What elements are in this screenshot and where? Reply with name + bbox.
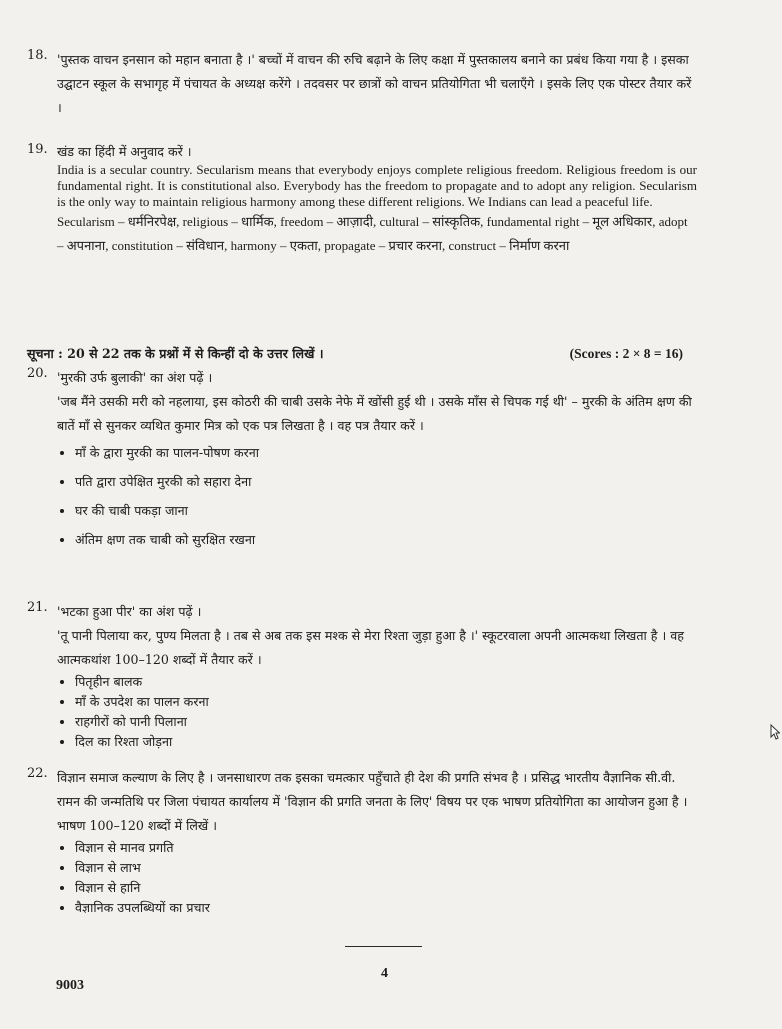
list-item: • दिल का रिश्ता जोड़ना xyxy=(75,732,697,752)
question-20 xyxy=(27,366,697,554)
question-intro: 'भटका हुआ पीर' का अंश पढ़ें । xyxy=(57,604,202,619)
list-item: • घर की चाबी पकड़ा जाना xyxy=(75,496,697,525)
question-18 xyxy=(27,48,697,120)
list-item: • विज्ञान से हानि xyxy=(75,878,697,898)
list-item: • पितृहीन बालक xyxy=(75,672,697,692)
list-item: • माँ के द्वारा मुरकी का पालन-पोषण करना xyxy=(75,438,697,467)
question-number: 19. xyxy=(27,142,48,157)
page-number: 4 xyxy=(381,966,388,981)
list-item: • विज्ञान से लाभ xyxy=(75,858,697,878)
list-item: • अंतिम क्षण तक चाबी को सुरक्षित रखना xyxy=(75,525,697,554)
question-instruction: खंड का हिंदी में अनुवाद करें । xyxy=(57,144,192,159)
question-text: 'जब मैंने उसकी मरी को नहलाया, इस कोठरी की चाबी उसके नेफे में खोंसी हुई थी । उसके माँस से चिपक गई थी' – मुरकी के अंतिम क्षण की बातें माँ से सुनकर व्यथित कुमार मित्र को एक पत्र लिखता है । वह पत्र तैयार करें । xyxy=(57,394,692,433)
question-text: विज्ञान समाज कल्याण के लिए है । जनसाधारण तक इसका चमत्कार पहुँचाते ही देश की प्रगति संभव है । प्रसिद्ध भारतीय वैज्ञानिक सी.वी. रामन की जन्मतिथि पर जिला पंचायत कार्यालय में 'विज्ञान की प्रगति जनता के लिए' विषय पर एक भाषण प्रतियोगिता का आयोजन हुआ है । भाषण 100–120 शब्दों में लिखें । xyxy=(57,770,688,833)
list-item: • वैज्ञानिक उपलब्धियों का प्रचार xyxy=(75,898,697,918)
hint-list xyxy=(57,672,697,752)
footer-divider xyxy=(345,946,422,947)
question-number: 21. xyxy=(27,600,48,615)
section-notice xyxy=(27,343,683,365)
list-item: • पति द्वारा उपेक्षित मुरकी को सहारा देना xyxy=(75,467,697,496)
question-intro: 'मुरकी उर्फ बुलाकी' का अंश पढ़ें । xyxy=(57,370,213,385)
question-number: 20. xyxy=(27,366,48,381)
glossary: Secularism – धर्मनिरपेक्ष, religious – धार्मिक, freedom – आज़ादी, cultural – सांस्कृतिक, fundamental right – मूल अधिकार, adopt – अपनाना, constitution – संविधान, harmony – एकता, propagate – प्रचार करना, construct – निर्माण करना xyxy=(57,214,688,253)
mouse-pointer-icon xyxy=(770,724,780,740)
question-number: 18. xyxy=(27,48,48,63)
question-text: 'तू पानी पिलाया कर, पुण्य मिलता है । तब से अब तक इस मश्क से मेरा रिश्ता जुड़ा हुआ है ।' स्कूटरवाला अपनी आत्मकथा लिखता है । वह आत्मकथांश 100–120 शब्दों में तैयार करें । xyxy=(57,628,684,667)
question-21 xyxy=(27,600,697,752)
list-item: • माँ के उपदेश का पालन करना xyxy=(75,692,697,712)
question-19 xyxy=(27,142,697,258)
list-item: • राहगीरों को पानी पिलाना xyxy=(75,712,697,732)
scores-label: (Scores : 2 × 8 = 16) xyxy=(569,346,683,361)
paper-code: 9003 xyxy=(56,978,84,993)
question-text: 'पुस्तक वाचन इनसान को महान बनाता है ।' बच्चों में वाचन की रुचि बढ़ाने के लिए कक्षा में पुस्तकालय बनाने का प्रबंध किया गया है । इसका उद्घाटन स्कूल के सभागृह में पंचायत के अध्यक्ष करेंगे । तदवसर पर छात्रों को वाचन प्रतियोगिता भी चलाएँगे । इसके लिए एक पोस्टर तैयार करें । xyxy=(57,52,692,115)
translation-passage: India is a secular country. Secularism means that everybody enjoys complete religious freedom. Religious freedom is our fundamental right. It is constitutional also. Everybody has the freedom to propagate and to adopt any religion. Secularism is the only way to maintain religious harmony among these different religions. We Indians can lead a peaceful life. xyxy=(57,162,697,209)
list-item: • विज्ञान से मानव प्रगति xyxy=(75,838,697,858)
hint-list xyxy=(57,838,697,918)
notice-text: सूचना : 20 से 22 तक के प्रश्नों में से किन्हीं दो के उत्तर लिखें । xyxy=(27,346,324,361)
hint-list xyxy=(57,438,697,554)
question-number: 22. xyxy=(27,766,48,781)
question-22 xyxy=(27,766,697,918)
